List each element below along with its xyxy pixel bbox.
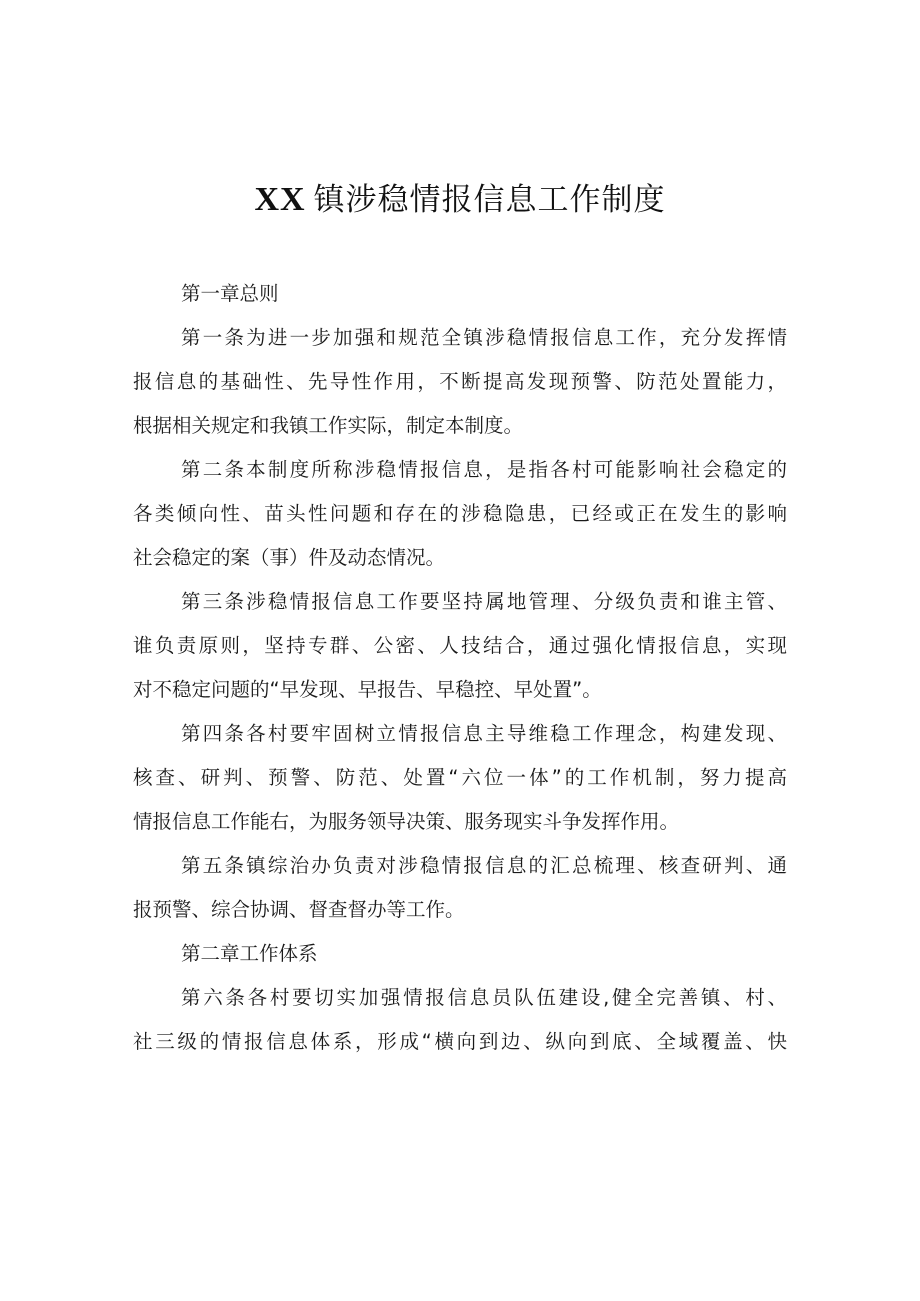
paragraph-line: 报信息的基础性、先导性作用，不断提高发现预警、防范处置能力， <box>133 370 787 393</box>
paragraph-line: 对不稳定问题的“早发现、早报告、早稳控、早处置”。 <box>133 678 602 701</box>
paragraph-line: 社三级的情报信息体系，形成“横向到边、纵向到底、全域覆盖、快 <box>133 1030 787 1053</box>
paragraph-line: 第五条镇综治办负责对涉稳情报信息的汇总梳理、核查研判、通 <box>181 854 787 877</box>
paragraph-line: 社会稳定的案（事）件及动态情况。 <box>133 546 446 569</box>
paragraph-line: 第六条各村要切实加强情报信息员队伍建设,健全完善镇、村、 <box>181 986 787 1009</box>
document-title <box>0 178 920 222</box>
title-main: 镇涉稳情报信息工作制度 <box>313 182 666 218</box>
paragraph-line: 各类倾向性、苗头性问题和存在的涉稳隐患，已经或正在发生的影响 <box>133 502 787 525</box>
chapter-heading: 第一章总则 <box>181 282 279 305</box>
paragraph-line: 核查、研判、预警、防范、处置“六位一体”的工作机制，努力提高 <box>133 766 787 789</box>
title-prefix: XX <box>254 181 306 218</box>
paragraph-line: 报预警、综合协调、督查督办等工作。 <box>133 898 465 921</box>
paragraph-line: 谁负责原则，坚持专群、公密、人技结合，通过强化情报信息，实现 <box>133 634 787 657</box>
paragraph-line: 第一条为进一步加强和规范全镇涉稳情报信息工作，充分发挥情 <box>181 326 787 349</box>
paragraph-line: 第四条各村要牢固树立情报信息主导维稳工作理念，构建发现、 <box>181 722 787 745</box>
paragraph-line: 第二条本制度所称涉稳情报信息，是指各村可能影响社会稳定的 <box>181 458 787 481</box>
paragraph-line: 第三条涉稳情报信息工作要坚持属地管理、分级负责和谁主管、 <box>181 590 787 613</box>
document-body <box>133 272 787 1064</box>
paragraph-line: 情报信息工作能右，为服务领导决策、服务现实斗争发挥作用。 <box>133 810 680 833</box>
chapter-heading: 第二章工作体系 <box>181 942 318 965</box>
paragraph-line: 根据相关规定和我镇工作实际，制定本制度。 <box>133 414 524 437</box>
